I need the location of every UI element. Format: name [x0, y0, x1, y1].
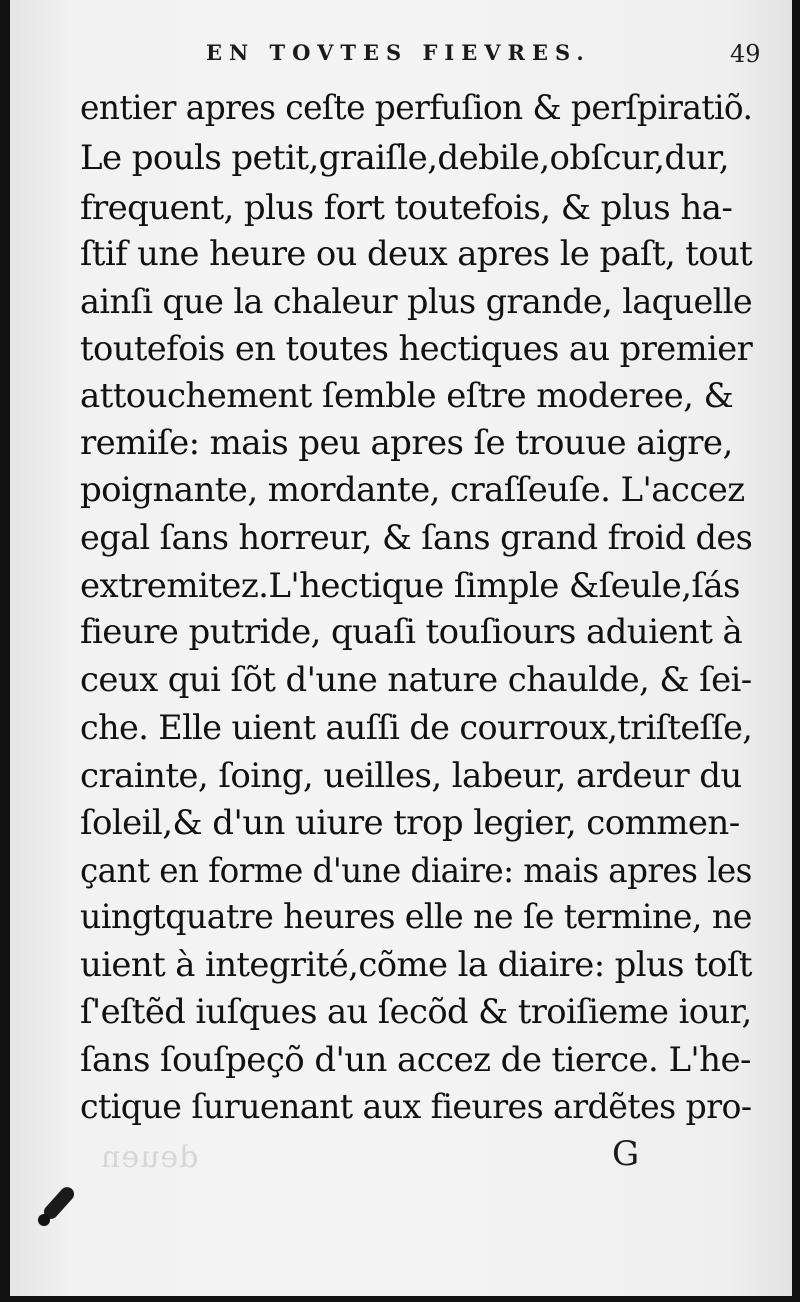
text-line: fieure putride, quaſi touſiours aduient à [80, 612, 743, 652]
text-line: extremitez.L'hectique ſimple &ſeule,ſás [80, 566, 740, 606]
page-number: 49 [730, 40, 761, 68]
text-line: frequent, plus fort toutefois, & plus ha- [80, 188, 733, 228]
text-line: egal ſans horreur, & ſans grand froid des [80, 518, 753, 558]
text-line: toutefois en toutes hectiques au premier [80, 329, 753, 369]
text-line: Le pouls petit,graiſle,debile,obſcur,dur, [80, 138, 730, 178]
text-line: ceux qui ſõt d'une nature chaulde, & ſei- [80, 660, 752, 700]
text-line: uient à integrité,cõme la diaire: plus toſt [80, 945, 752, 985]
text-line: ſ'eſtẽd iuſques au ſecõd & troiſieme iour, [80, 992, 752, 1032]
text-line: poignante, mordante, craſſeuſe. L'accez [80, 470, 745, 510]
text-line: attouchement ſemble eſtre moderee, & [80, 376, 734, 416]
text-line: ſoleil,& d'un uiure trop legier, commen- [80, 803, 740, 843]
running-head: EN TOVTES FIEVRES. [206, 40, 591, 65]
show-through-text: deuen [100, 1140, 199, 1175]
text-line: çant en forme d'une diaire: mais apres les [80, 851, 752, 891]
text-line: crainte, ſoing, ueilles, labeur, ardeur du [80, 756, 742, 796]
text-line: uingtquatre heures elle ne ſe termine, ne [80, 897, 752, 937]
text-line: che. Elle uient auſſi de courroux,triſteſſe, [80, 708, 753, 748]
text-line: ainſi que la chaleur plus grande, laquelle [80, 282, 753, 322]
signature-mark: G [612, 1134, 640, 1174]
text-line: entier apres ceſte perfuſion & perſpiratiõ. [80, 88, 753, 128]
text-line: ctique ſuruenant aux fieures ardẽtes pro- [80, 1087, 752, 1127]
text-line: remiſe: mais peu apres ſe trouue aigre, [80, 423, 733, 463]
ink-dot-icon [38, 1214, 50, 1226]
text-line: ſtif une heure ou deux apres le paſt, tout [80, 234, 753, 274]
text-line: ſans ſouſpeçõ d'un accez de tierce. L'he- [80, 1040, 751, 1080]
book-page [10, 0, 792, 1296]
